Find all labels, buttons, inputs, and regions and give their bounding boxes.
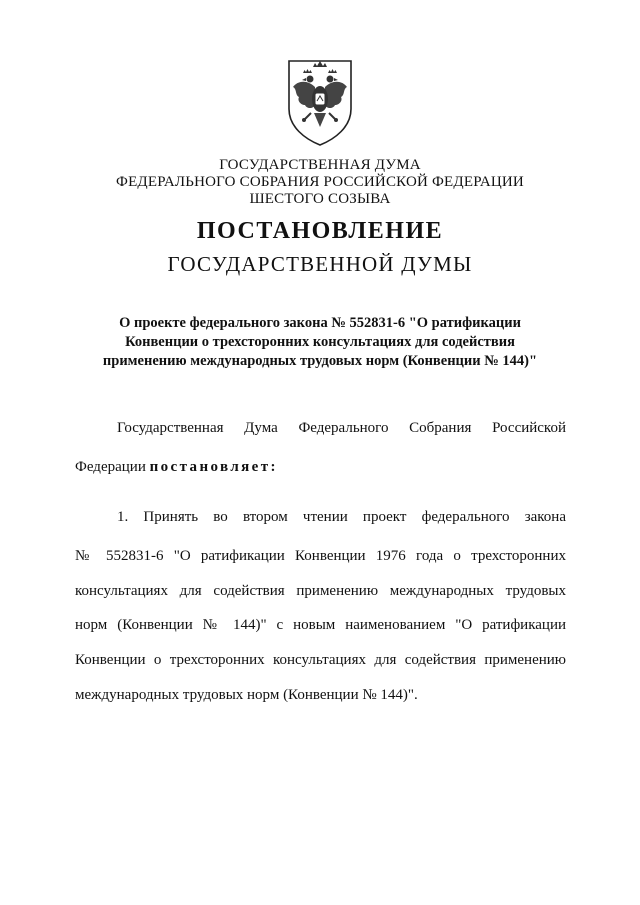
item1-line-2: № 552831-6 "О ратификации Конвенции 1976 года о трехсторонних bbox=[75, 548, 566, 564]
issuer-line-1: ГОСУДАРСТВЕННАЯ ДУМА bbox=[219, 157, 421, 173]
subject-line-2: Конвенции о трехсторонних консультациях для содействия bbox=[125, 334, 515, 350]
document-title: ПОСТАНОВЛЕНИЕ bbox=[196, 218, 444, 244]
subject-line-3: применению международных трудовых норм (Конвенции № 144)" bbox=[102, 353, 538, 369]
issuer-line-2: ФЕДЕРАЛЬНОГО СОБРАНИЯ РОССИЙСКОЙ ФЕДЕРАЦИИ bbox=[116, 174, 524, 190]
intro-line-1: Государственная Дума Федерального Собрания Российской bbox=[117, 420, 566, 436]
item1-line-1: 1. Принять во втором чтении проект федерального закона bbox=[117, 509, 566, 525]
item1-line-4: норм (Конвенции № 144)" с новым наименованием "О ратификации bbox=[75, 617, 566, 633]
document-subtitle: ГОСУДАРСТВЕННОЙ ДУМЫ bbox=[167, 252, 473, 276]
intro-prefix: Федерации bbox=[75, 459, 150, 475]
item1-line-3: консультациях для содействия применению международных трудовых bbox=[75, 583, 566, 599]
subject-line-1: О проекте федерального закона № 552831-6 "О ратификации bbox=[119, 315, 521, 331]
coat-of-arms-icon bbox=[283, 57, 357, 147]
item1-line-6: международных трудовых норм (Конвенции № 144)". bbox=[75, 687, 418, 703]
item1-line-5: Конвенции о трехсторонних консультациях для содействия применению bbox=[75, 652, 566, 668]
issuer-line-3: ШЕСТОГО СОЗЫВА bbox=[249, 191, 391, 207]
resolves-word: постановляет: bbox=[149, 459, 278, 475]
intro-line-2 bbox=[75, 459, 278, 476]
